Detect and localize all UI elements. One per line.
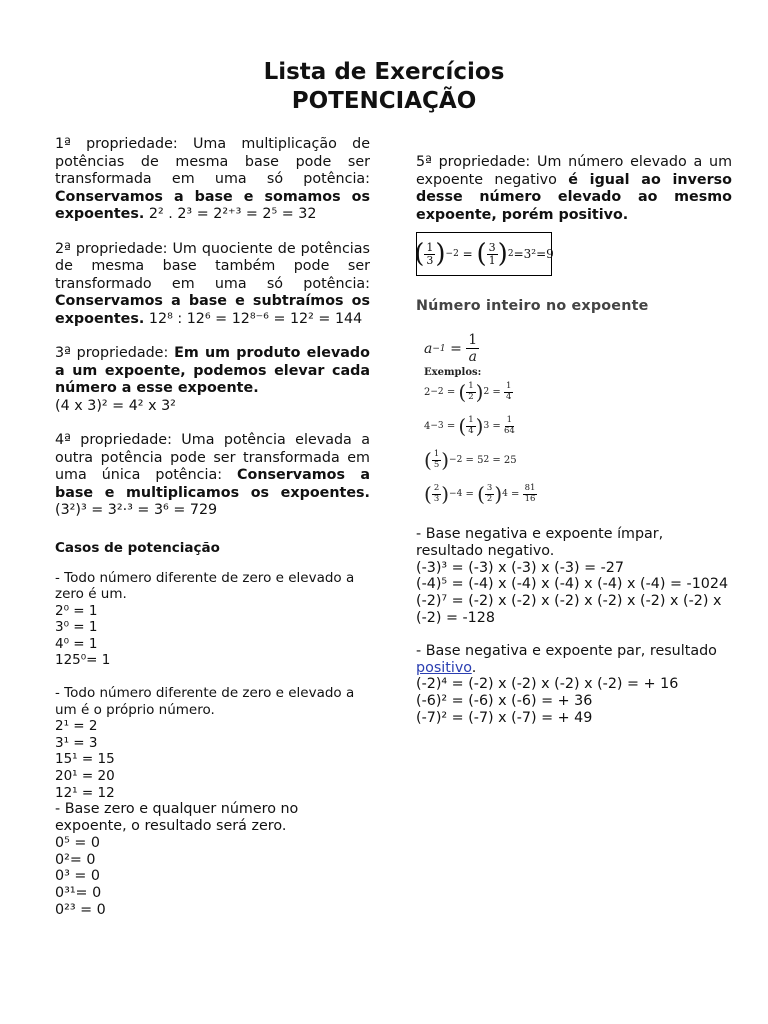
- list-item: (-2)⁷ = (-2) x (-2) x (-2) x (-2) x (-2) x (-2) x (-2) = -128: [416, 593, 722, 626]
- list-item: (-6)² = (-6) x (-6) = + 36: [416, 693, 593, 710]
- list-item: 0³ = 0: [55, 868, 100, 885]
- document-title: [0, 58, 768, 116]
- right-column: [416, 154, 732, 727]
- negative-even-list: [416, 676, 732, 726]
- one-exponent-list: [55, 718, 370, 801]
- negative-even-intro-end: .: [471, 659, 477, 676]
- inteiro-heading: Número inteiro no expoente: [416, 298, 649, 314]
- list-item: 125⁰= 1: [55, 652, 111, 669]
- list-item: 2¹ = 2: [55, 718, 98, 735]
- property-4-example: (3²)³ = 3²·³ = 3⁶ = 729: [55, 502, 218, 518]
- list-item: 0²= 0: [55, 851, 96, 868]
- property-4-rule: Conservamos a base e multiplicamos os expoentes.: [55, 467, 370, 501]
- property-5-rule: é igual ao inverso desse número elevado ao mesmo expoente, porém positivo.: [416, 171, 732, 223]
- example-3: ( $\frac{1}{5}$ ) −2 = 5 2 = 25: [424, 448, 517, 472]
- property-2: [55, 241, 370, 329]
- property-2-example: 12⁸ : 12⁶ = 12⁸⁻⁶ = 12² = 144: [148, 310, 363, 327]
- property-3-example: (4 x 3)² = 4² x 3²: [55, 397, 176, 414]
- property-1-intro: 1ª propriedade: Uma multiplicação de potências de mesma base pode ser transformada em uma só potência:: [55, 136, 370, 187]
- property-5: [416, 154, 732, 224]
- list-item: 15¹ = 15: [55, 751, 115, 768]
- list-item: (-2)⁴ = (-2) x (-2) x (-2) x (-2) = + 16: [416, 676, 679, 693]
- list-item: 0²³ = 0: [55, 902, 106, 918]
- negative-odd-intro: - Base negativa e expoente ímpar, resultado negativo.: [416, 526, 664, 559]
- zero-base-list: [55, 835, 370, 919]
- negative-even-intro: [416, 643, 732, 677]
- formula-result: =3²=9: [513, 247, 554, 261]
- zero-exponent-intro: - Todo número diferente de zero e elevado a zero é um.: [55, 569, 355, 603]
- list-item: 20¹ = 20: [55, 768, 115, 785]
- example-1: 2 −2 = ( $\frac{1}{2}$ ) 2 = $\frac{1}{4}$: [424, 380, 512, 404]
- list-item: 2⁰ = 1: [55, 602, 98, 619]
- title-line-2: POTENCIAÇÃO: [291, 88, 477, 114]
- one-exponent-intro: - Todo número diferente de zero e elevado a um é o próprio número.: [55, 685, 355, 718]
- property-3-intro: 3ª propriedade:: [55, 345, 175, 361]
- list-item: 12¹ = 12: [55, 784, 115, 801]
- list-item: 0³¹= 0: [55, 885, 102, 902]
- property-1-rule: Conservamos a base e somamos os expoentes.: [55, 188, 370, 222]
- property-1-example: 2² . 2³ = 2²⁺³ = 2⁵ = 32: [148, 206, 317, 222]
- negative-exponent-formula-figure: a −1 = $\frac{1}{a}$ Exemplos: 2 −2 = ( $\frac{1}{2}$ ) 2 = $\frac{1}{4}$ 4 −3 = ( $\frac{1}{4}$ ) 3 = $\frac{1}{64}$ ( $\frac{1}{5}$ ) −2 = 5 2 = 25 ( $\frac{2}{3}$ ) −4 = ( $\frac{3}{2}$ ) 4 = $\frac{81}{16}$: [424, 332, 732, 504]
- list-item: 4⁰ = 1: [55, 635, 98, 652]
- exemplos-label: Exemplos:: [424, 367, 482, 378]
- property-4: [55, 432, 370, 520]
- title-line-1: Lista de Exercícios: [263, 59, 505, 85]
- list-item: (-3)³ = (-3) x (-3) x (-3) = -27: [416, 559, 624, 576]
- positivo-link[interactable]: positivo: [416, 659, 472, 676]
- casos-heading: Casos de potenciação: [55, 539, 220, 556]
- example-2: 4 −3 = ( $\frac{1}{4}$ ) 3 = $\frac{1}{64}$: [424, 414, 515, 438]
- left-column: [55, 136, 370, 919]
- property-2-intro: 2ª propriedade: Um quociente de potências de mesma base também pode ser transformado em uma só potência:: [55, 240, 370, 292]
- property-1: [55, 136, 370, 224]
- property-3-rule: Em um produto elevado a um expoente, podemos elevar cada número a esse expoente.: [55, 345, 370, 396]
- list-item: (-7)² = (-7) x (-7) = + 49: [416, 709, 593, 726]
- list-item: 3¹ = 3: [55, 734, 98, 751]
- property-3: [55, 345, 370, 415]
- property-5-intro: 5ª propriedade: Um número elevado a um expoente negativo: [416, 154, 732, 188]
- property-4-intro: 4ª propriedade: Uma potência elevada a outra potência pode ser transformada em uma única potência:: [55, 432, 370, 483]
- list-item: 3⁰ = 1: [55, 619, 98, 636]
- negative-odd-list: [416, 560, 732, 627]
- zero-exponent-list: [55, 603, 370, 669]
- negative-even-intro-text: - Base negativa e expoente par, resultado: [416, 642, 717, 659]
- list-item: 0⁵ = 0: [55, 834, 100, 851]
- property-5-formula-box: ( $\frac{1}{3}$ ) −2 = ( $\frac{3}{1}$ ) 2 =3²=9: [416, 232, 552, 276]
- property-2-rule: Conservamos a base e subtraímos os expoentes.: [55, 293, 370, 327]
- list-item: (-4)⁵ = (-4) x (-4) x (-4) x (-4) x (-4) = -1024: [416, 576, 729, 593]
- example-4: ( $\frac{2}{3}$ ) −4 = ( $\frac{3}{2}$ ) 4 = $\frac{81}{16}$: [424, 482, 536, 506]
- zero-base-intro: - Base zero e qualquer número no expoente, o resultado será zero.: [55, 801, 299, 835]
